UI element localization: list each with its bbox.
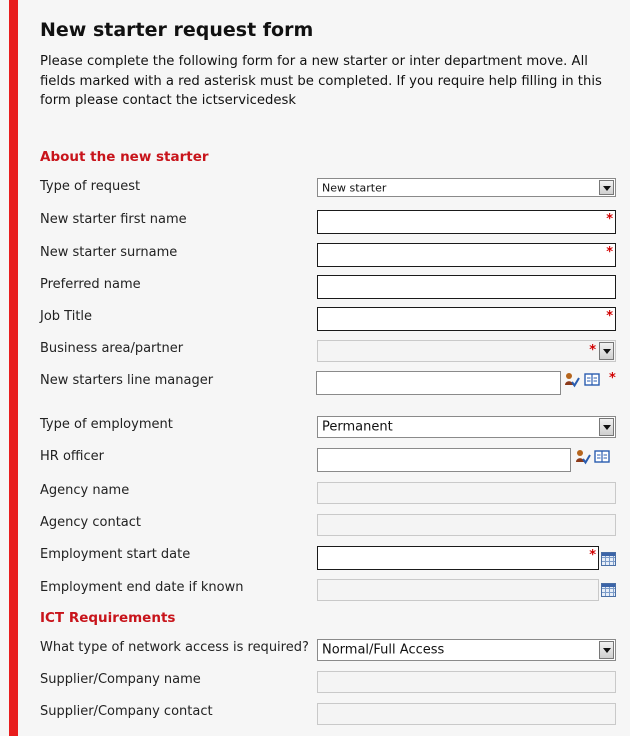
job-title-input[interactable] <box>318 308 615 330</box>
job-title-label: Job Title <box>40 309 93 324</box>
supplier-name-label: Supplier/Company name <box>40 672 201 687</box>
type-of-request-value: New starter <box>322 181 387 194</box>
hr-officer-label: HR officer <box>40 449 104 464</box>
supplier-contact-field[interactable] <box>317 703 616 725</box>
preferred-name-field[interactable] <box>317 275 616 299</box>
network-access-value: Normal/Full Access <box>322 642 445 658</box>
surname-label: New starter surname <box>40 245 178 260</box>
supplier-contact-label: Supplier/Company contact <box>40 704 213 719</box>
business-area-select[interactable] <box>317 340 616 362</box>
required-star: * <box>589 343 596 358</box>
agency-name-label: Agency name <box>40 483 130 498</box>
start-date-input[interactable] <box>318 547 598 569</box>
agency-name-field[interactable] <box>317 482 616 504</box>
start-date-field[interactable] <box>317 546 599 570</box>
preferred-name-input[interactable] <box>318 276 615 298</box>
chevron-down-icon[interactable] <box>599 180 614 195</box>
required-star: * <box>606 212 613 227</box>
chevron-down-icon[interactable] <box>599 641 614 659</box>
agency-contact-label: Agency contact <box>40 515 142 530</box>
end-date-input[interactable] <box>318 581 598 601</box>
network-access-label: What type of network access is required? <box>40 640 309 655</box>
hr-officer-input[interactable] <box>318 449 570 471</box>
surname-input[interactable] <box>318 244 615 266</box>
end-date-label: Employment end date if known <box>40 580 244 595</box>
check-names-icon[interactable] <box>564 372 580 388</box>
agency-contact-field[interactable] <box>317 514 616 536</box>
required-star: * <box>609 371 616 386</box>
check-names-icon[interactable] <box>575 449 591 465</box>
type-of-employment-select[interactable] <box>317 416 616 438</box>
page-title: New starter request form <box>40 19 314 41</box>
supplier-name-field[interactable] <box>317 671 616 693</box>
agency-contact-input[interactable] <box>318 516 615 536</box>
left-accent-bar <box>9 0 18 736</box>
surname-field[interactable] <box>317 243 616 267</box>
type-of-employment-value: Permanent <box>322 419 393 435</box>
calendar-icon[interactable] <box>601 552 616 566</box>
first-name-label: New starter first name <box>40 212 187 227</box>
line-manager-field[interactable] <box>316 371 561 395</box>
agency-name-input[interactable] <box>318 484 615 504</box>
supplier-contact-input[interactable] <box>318 705 615 725</box>
first-name-input[interactable] <box>318 211 615 233</box>
chevron-down-icon[interactable] <box>599 418 614 436</box>
section-ict-heading: ICT Requirements <box>40 610 176 626</box>
line-manager-input[interactable] <box>317 372 560 394</box>
required-star: * <box>589 548 596 563</box>
chevron-down-icon[interactable] <box>599 342 614 360</box>
business-area-label: Business area/partner <box>40 341 184 356</box>
type-of-employment-label: Type of employment <box>40 417 173 432</box>
start-date-label: Employment start date <box>40 547 191 562</box>
hr-officer-field[interactable] <box>317 448 571 472</box>
supplier-name-input[interactable] <box>318 673 615 693</box>
calendar-icon[interactable] <box>601 583 616 597</box>
form-intro: Please complete the following form for a new starter or inter department move. All fields marked with a red asterisk must be completed. If you require help filling in this form please contact the ictservicedesk <box>40 54 602 108</box>
required-star: * <box>606 245 613 260</box>
address-book-icon[interactable] <box>584 372 600 388</box>
type-of-request-label: Type of request <box>40 179 141 194</box>
network-access-select[interactable] <box>317 639 616 661</box>
first-name-field[interactable] <box>317 210 616 234</box>
end-date-field[interactable] <box>317 579 599 601</box>
required-star: * <box>606 309 613 324</box>
line-manager-label: New starters line manager <box>40 373 214 388</box>
preferred-name-label: Preferred name <box>40 277 141 292</box>
section-about-heading: About the new starter <box>40 149 209 165</box>
job-title-field[interactable] <box>317 307 616 331</box>
address-book-icon[interactable] <box>594 449 610 465</box>
type-of-request-select[interactable] <box>317 178 616 197</box>
